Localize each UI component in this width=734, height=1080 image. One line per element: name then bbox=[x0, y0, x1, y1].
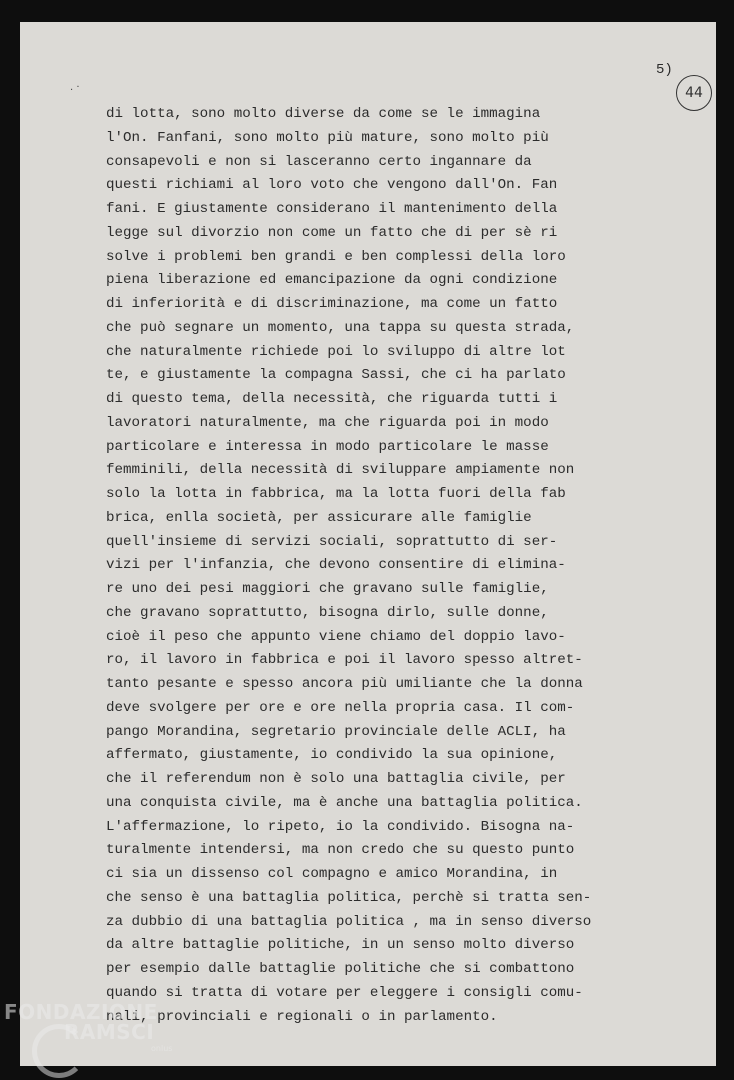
text-line: solo la lotta in fabbrica, ma la lotta fuori della fab bbox=[106, 486, 566, 502]
text-line: cioè il peso che appunto viene chiamo del doppio lavo- bbox=[106, 628, 566, 645]
text-line: te, e giustamente la compagna Sassi, che ci ha parlato bbox=[106, 367, 566, 384]
text-line: brica, enlla società, per assicurare alle famiglie bbox=[106, 509, 532, 526]
text-line: piena liberazione ed emancipazione da ogni condizione bbox=[106, 272, 558, 289]
fondazione-gramsci-watermark bbox=[4, 1000, 184, 1076]
watermark-line-1: FONDAZIONE bbox=[4, 1000, 158, 1024]
text-line: ci sia un dissenso col compagno e amico Morandina, in bbox=[106, 866, 558, 882]
text-line: da altre battaglie politiche, in un senso molto diverso bbox=[106, 937, 575, 954]
text-line: di questo tema, della necessità, che riguarda tutti i bbox=[106, 391, 558, 407]
text-line: di lotta, sono molto diverse da come se le immagina bbox=[106, 106, 541, 122]
text-line: che può segnare un momento, una tappa su questa strada, bbox=[106, 319, 575, 336]
text-line: turalmente intendersi, ma non credo che su questo punto bbox=[106, 842, 575, 859]
text-line: consapevoli e non si lasceranno certo ingannare da bbox=[106, 153, 532, 170]
text-line: vizi per l'infanzia, che devono consentire di elimina- bbox=[106, 557, 566, 574]
document-page bbox=[20, 22, 716, 1066]
page-number: 5) bbox=[656, 62, 673, 78]
text-line: che senso è una battaglia politica, perchè si tratta sen- bbox=[106, 889, 592, 906]
watermark-line-2: RAMSCI bbox=[64, 1020, 155, 1044]
text-line: quell'insieme di servizi sociali, soprattutto di ser- bbox=[106, 533, 558, 550]
folio-stamp: 44 bbox=[676, 75, 712, 111]
text-line: solve i problemi ben grandi e ben complessi della loro bbox=[106, 248, 566, 265]
text-line: za dubbio di una battaglia politica , ma in senso diverso bbox=[106, 913, 592, 930]
text-line: ro, il lavoro in fabbrica e poi il lavoro spesso altret- bbox=[106, 652, 583, 669]
text-line: tanto pesante e spesso ancora più umiliante che la donna bbox=[106, 676, 583, 692]
text-line: pango Morandina, segretario provinciale delle ACLI, ha bbox=[106, 723, 566, 740]
text-line: quando si tratta di votare per eleggere i consigli comu- bbox=[106, 984, 583, 1001]
watermark-line-3: onlus bbox=[151, 1044, 173, 1053]
text-line: che naturalmente richiede poi lo sviluppo di altre lot bbox=[106, 343, 566, 360]
text-line: L'affermazione, lo ripeto, io la condivido. Bisogna na- bbox=[106, 818, 575, 835]
text-line: deve svolgere per ore e ore nella propria casa. Il com- bbox=[106, 699, 575, 716]
text-line: affermato, giustamente, io condivido la sua opinione, bbox=[106, 747, 558, 764]
text-line: lavoratori naturalmente, ma che riguarda poi in modo bbox=[106, 414, 549, 431]
text-line: fani. E giustamente considerano il mantenimento della bbox=[106, 201, 558, 217]
text-line: femminili, della necessità di sviluppare ampiamente non bbox=[106, 462, 575, 479]
text-line: che il referendum non è solo una battaglia civile, per bbox=[106, 771, 566, 787]
typewritten-text bbox=[106, 103, 592, 1029]
text-line: una conquista civile, ma è anche una battaglia politica. bbox=[106, 794, 583, 811]
text-line: di inferiorità e di discriminazione, ma come un fatto bbox=[106, 296, 558, 312]
text-line: che gravano soprattutto, bisogna dirlo, sulle donne, bbox=[106, 604, 549, 621]
text-line: questi richiami al loro voto che vengono dall'On. Fan bbox=[106, 177, 558, 194]
text-line: re uno dei pesi maggiori che gravano sulle famiglie, bbox=[106, 581, 549, 597]
margin-mark: . · bbox=[70, 82, 80, 93]
text-line: particolare e interessa in modo particolare le masse bbox=[106, 438, 549, 455]
text-line: l'On. Fanfani, sono molto più mature, sono molto più bbox=[106, 129, 549, 146]
text-line: legge sul divorzio non come un fatto che di per sè ri bbox=[106, 224, 558, 241]
text-line: nali, provinciali e regionali o in parlamento. bbox=[106, 1008, 498, 1025]
text-line: per esempio dalle battaglie politiche che si combattono bbox=[106, 961, 575, 977]
